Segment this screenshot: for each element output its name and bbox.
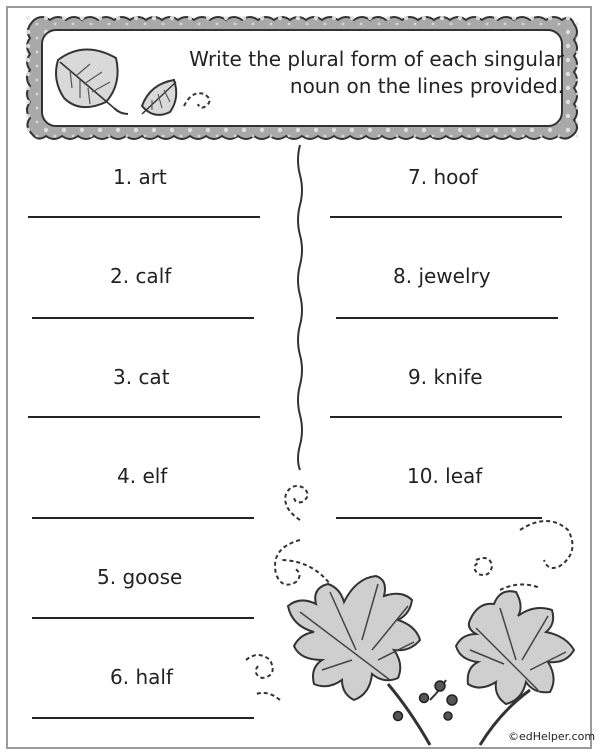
item-1-label: 1. art [113, 165, 167, 189]
item-8-label: 8. jewelry [393, 264, 491, 288]
item-4-label: 4. elf [117, 464, 168, 488]
item-6-label: 6. half [110, 665, 173, 689]
instructions-line-1: Write the plural form of each singular [189, 47, 564, 71]
item-9-label: 9. knife [408, 365, 483, 389]
item-7-label: 7. hoof [408, 165, 478, 189]
item-5-label: 5. goose [97, 565, 183, 589]
item-3-label: 3. cat [113, 365, 170, 389]
copyright-text: ©edHelper.com [508, 730, 596, 743]
item-2-label: 2. calf [110, 264, 172, 288]
instructions-line-2: noun on the lines provided. [289, 74, 564, 98]
item-10-label: 10. leaf [407, 464, 483, 488]
